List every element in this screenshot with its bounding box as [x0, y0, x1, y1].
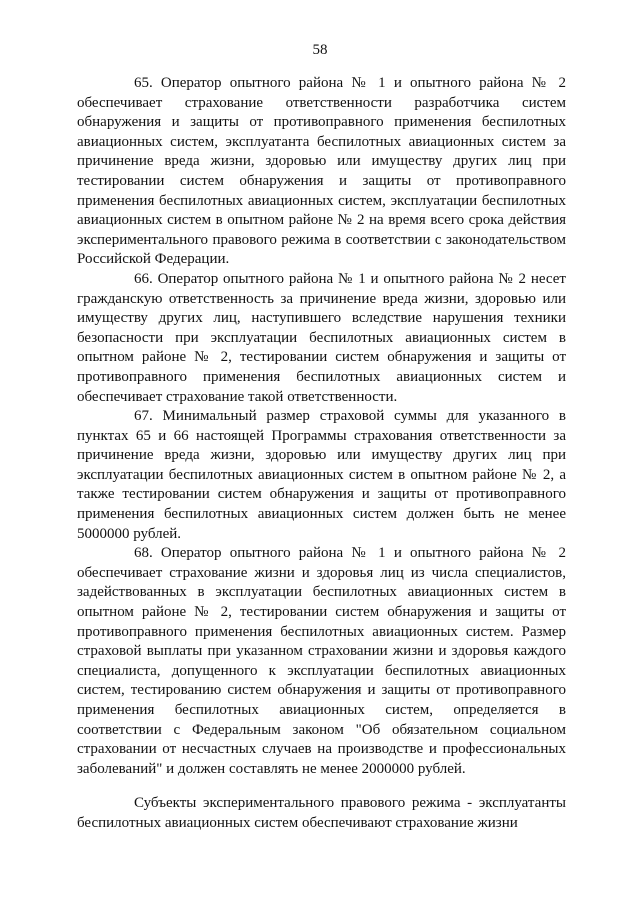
paragraph-66: 66. Оператор опытного района № 1 и опытного района № 2 несет гражданскую ответственность за причинение вреда жизни, здоровью или имуществу других лиц, наступившего вследствие нарушения техники безопасности при эксплуатации беспилотных авиационных систем в опытном районе № 2, тестировании систем обнаружения и защиты от противоправного применения беспилотных авиационных систем и обеспечивает страхование такой ответственности. — [77, 270, 566, 405]
page-number: 58 — [312, 42, 328, 58]
paragraph-65: 65. Оператор опытного района № 1 и опытного района № 2 обеспечивает страхование ответственности разработчика систем обнаружения и защиты от противоправного применения беспилотных авиационных систем, эксплуатанта беспилотных авиационных систем за причинение вреда жизни, здоровью или имуществу других лиц при тестировании систем обнаружения и защиты от противоправного применения беспилотных авиационных систем, эксплуатации беспилотных авиационных систем в опытном районе № 2 на время всего срока действия экспериментального правового режима в соответствии с законодательством Российской Федерации. — [77, 75, 566, 268]
paragraph-67: 67. Минимальный размер страховой суммы для указанного в пунктах 65 и 66 настоящей Программы страхования ответственности за причинение вреда жизни, здоровью или имуществу других лиц при эксплуатации беспилотных авиационных систем в опытном районе № 2, а также тестировании систем обнаружения и защиты от противоправного применения беспилотных авиационных систем должен быть не менее 5000000 рублей. — [77, 408, 566, 542]
paragraph-68: 68. Оператор опытного района № 1 и опытного района № 2 обеспечивает страхование жизни и здоровья лиц из числа специалистов, задействованных в эксплуатации беспилотных авиационных систем в опытном районе № 2, тестировании систем обнаружения и защиты от противоправного применения беспилотных авиационных систем. Размер страховой выплаты при указанном страховании жизни и здоровья каждого специалиста, допущенного к эксплуатации беспилотных авиационных систем, тестированию систем обнаружения и защиты от противоправного применения беспилотных авиационных систем, определяется в соответствии с Федеральным законом "Об обязательном социальном страховании от несчастных случаев на производстве и профессиональных заболеваний" и должен составлять не менее 2000000 рублей. — [77, 545, 566, 777]
paragraph-subjects: Субъекты экспериментального правового режима - эксплуатанты беспилотных авиационных систем обеспечивают страхование жизни — [77, 795, 566, 831]
document-body — [77, 74, 566, 834]
